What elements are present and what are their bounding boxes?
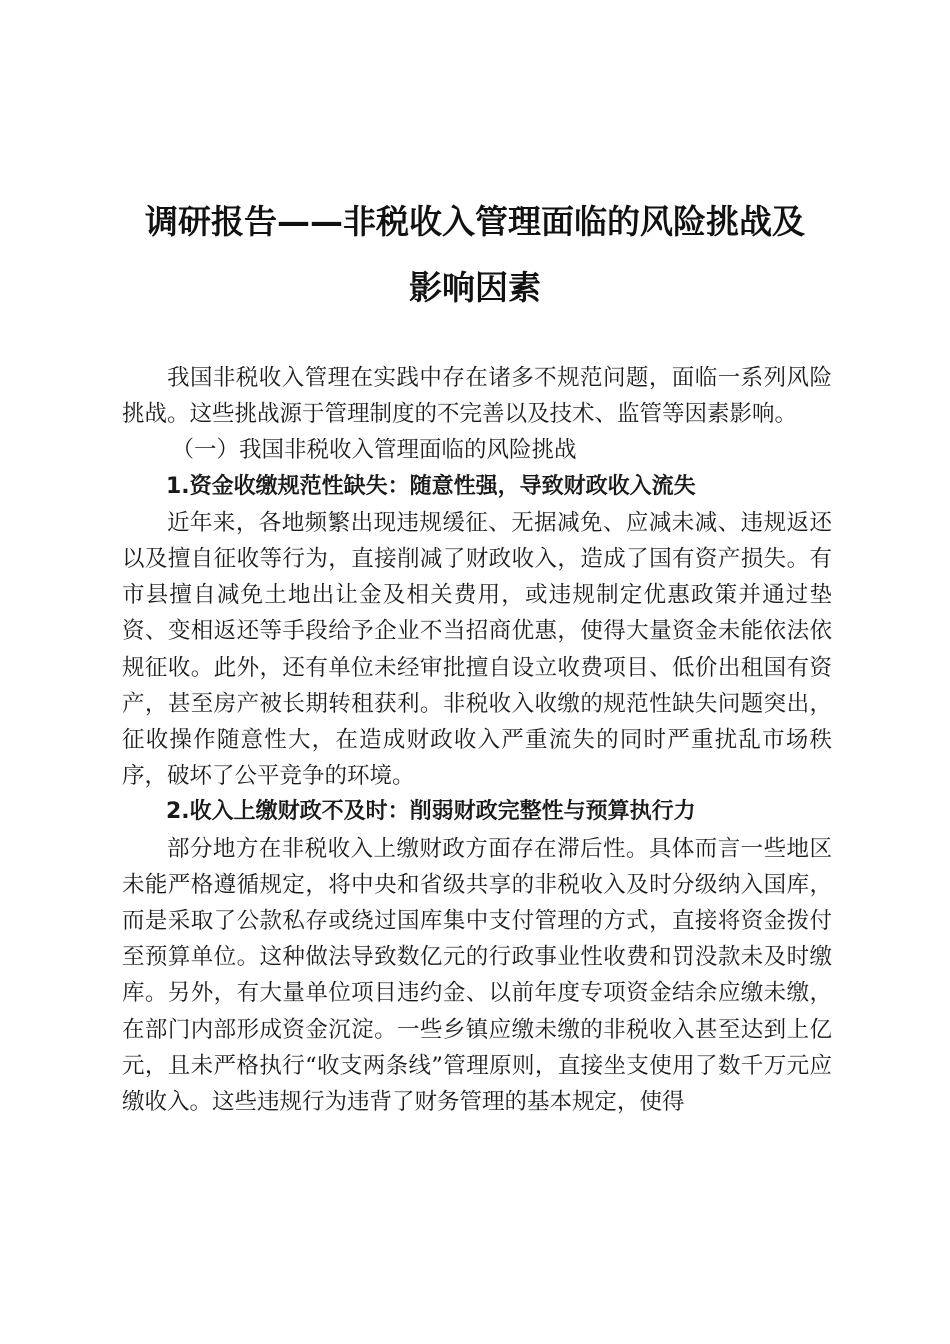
intro-paragraph: 我国非税收入管理在实践中存在诸多不规范问题，面临一系列风险挑战。这些挑战源于管理制度的不完善以及技术、监管等因素影响。: [122, 365, 832, 428]
document-title-line-1: 调研报告——非税收入管理面临的风险挑战及: [145, 202, 805, 241]
document-body: [122, 360, 832, 1120]
section-heading: （一）我国非税收入管理面临的风险挑战: [171, 437, 577, 464]
item-1-paragraph: 近年来，各地频繁出现违规缓征、无据减免、应减未减、违规返还以及擅自征收等行为，直接削减了财政收入，造成了国有资产损失。有市县擅自减免土地出让金及相关费用，或违规制定优惠政策并通过垫资、变相返还等手段给予企业不当招商优惠，使得大量资金未能依法依规征收。此外，还有单位未经审批擅自设立收费项目、低价出租国有资产，甚至房产被长期转租获利。非税收入收缴的规范性缺失问题突出，征收操作随意性大，在造成财政收入严重流失的同时严重扰乱市场秩序，破坏了公平竞争的环境。: [122, 509, 832, 790]
item-2-heading: 2.收入上缴财政不及时：削弱财政完整性与预算执行力: [166, 799, 696, 825]
item-2-paragraph: 部分地方在非税收入上缴财政方面存在滞后性。具体而言一些地区未能严格遵循规定，将中央和省级共享的非税收入及时分级纳入国库，而是采取了公款私存或绕过国库集中支付管理的方式，直接将资金拨付至预算单位。这种做法导致数亿元的行政事业性收费和罚没款未及时缴库。另外，有大量单位项目违约金、以前年度专项资金结余应缴未缴，在部门内部形成资金沉淀。一些乡镇应缴未缴的非税收入甚至达到上亿元，且未严格执行“收支两条线”管理原则，直接坐支使用了数千万元应缴收入。这些违规行为违背了财务管理的基本规定，使得: [122, 835, 832, 1116]
document-title-line-2: 影响因素: [409, 268, 541, 307]
item-1-heading: 1.资金收缴规范性缺失：随意性强，导致财政收入流失: [166, 473, 696, 499]
